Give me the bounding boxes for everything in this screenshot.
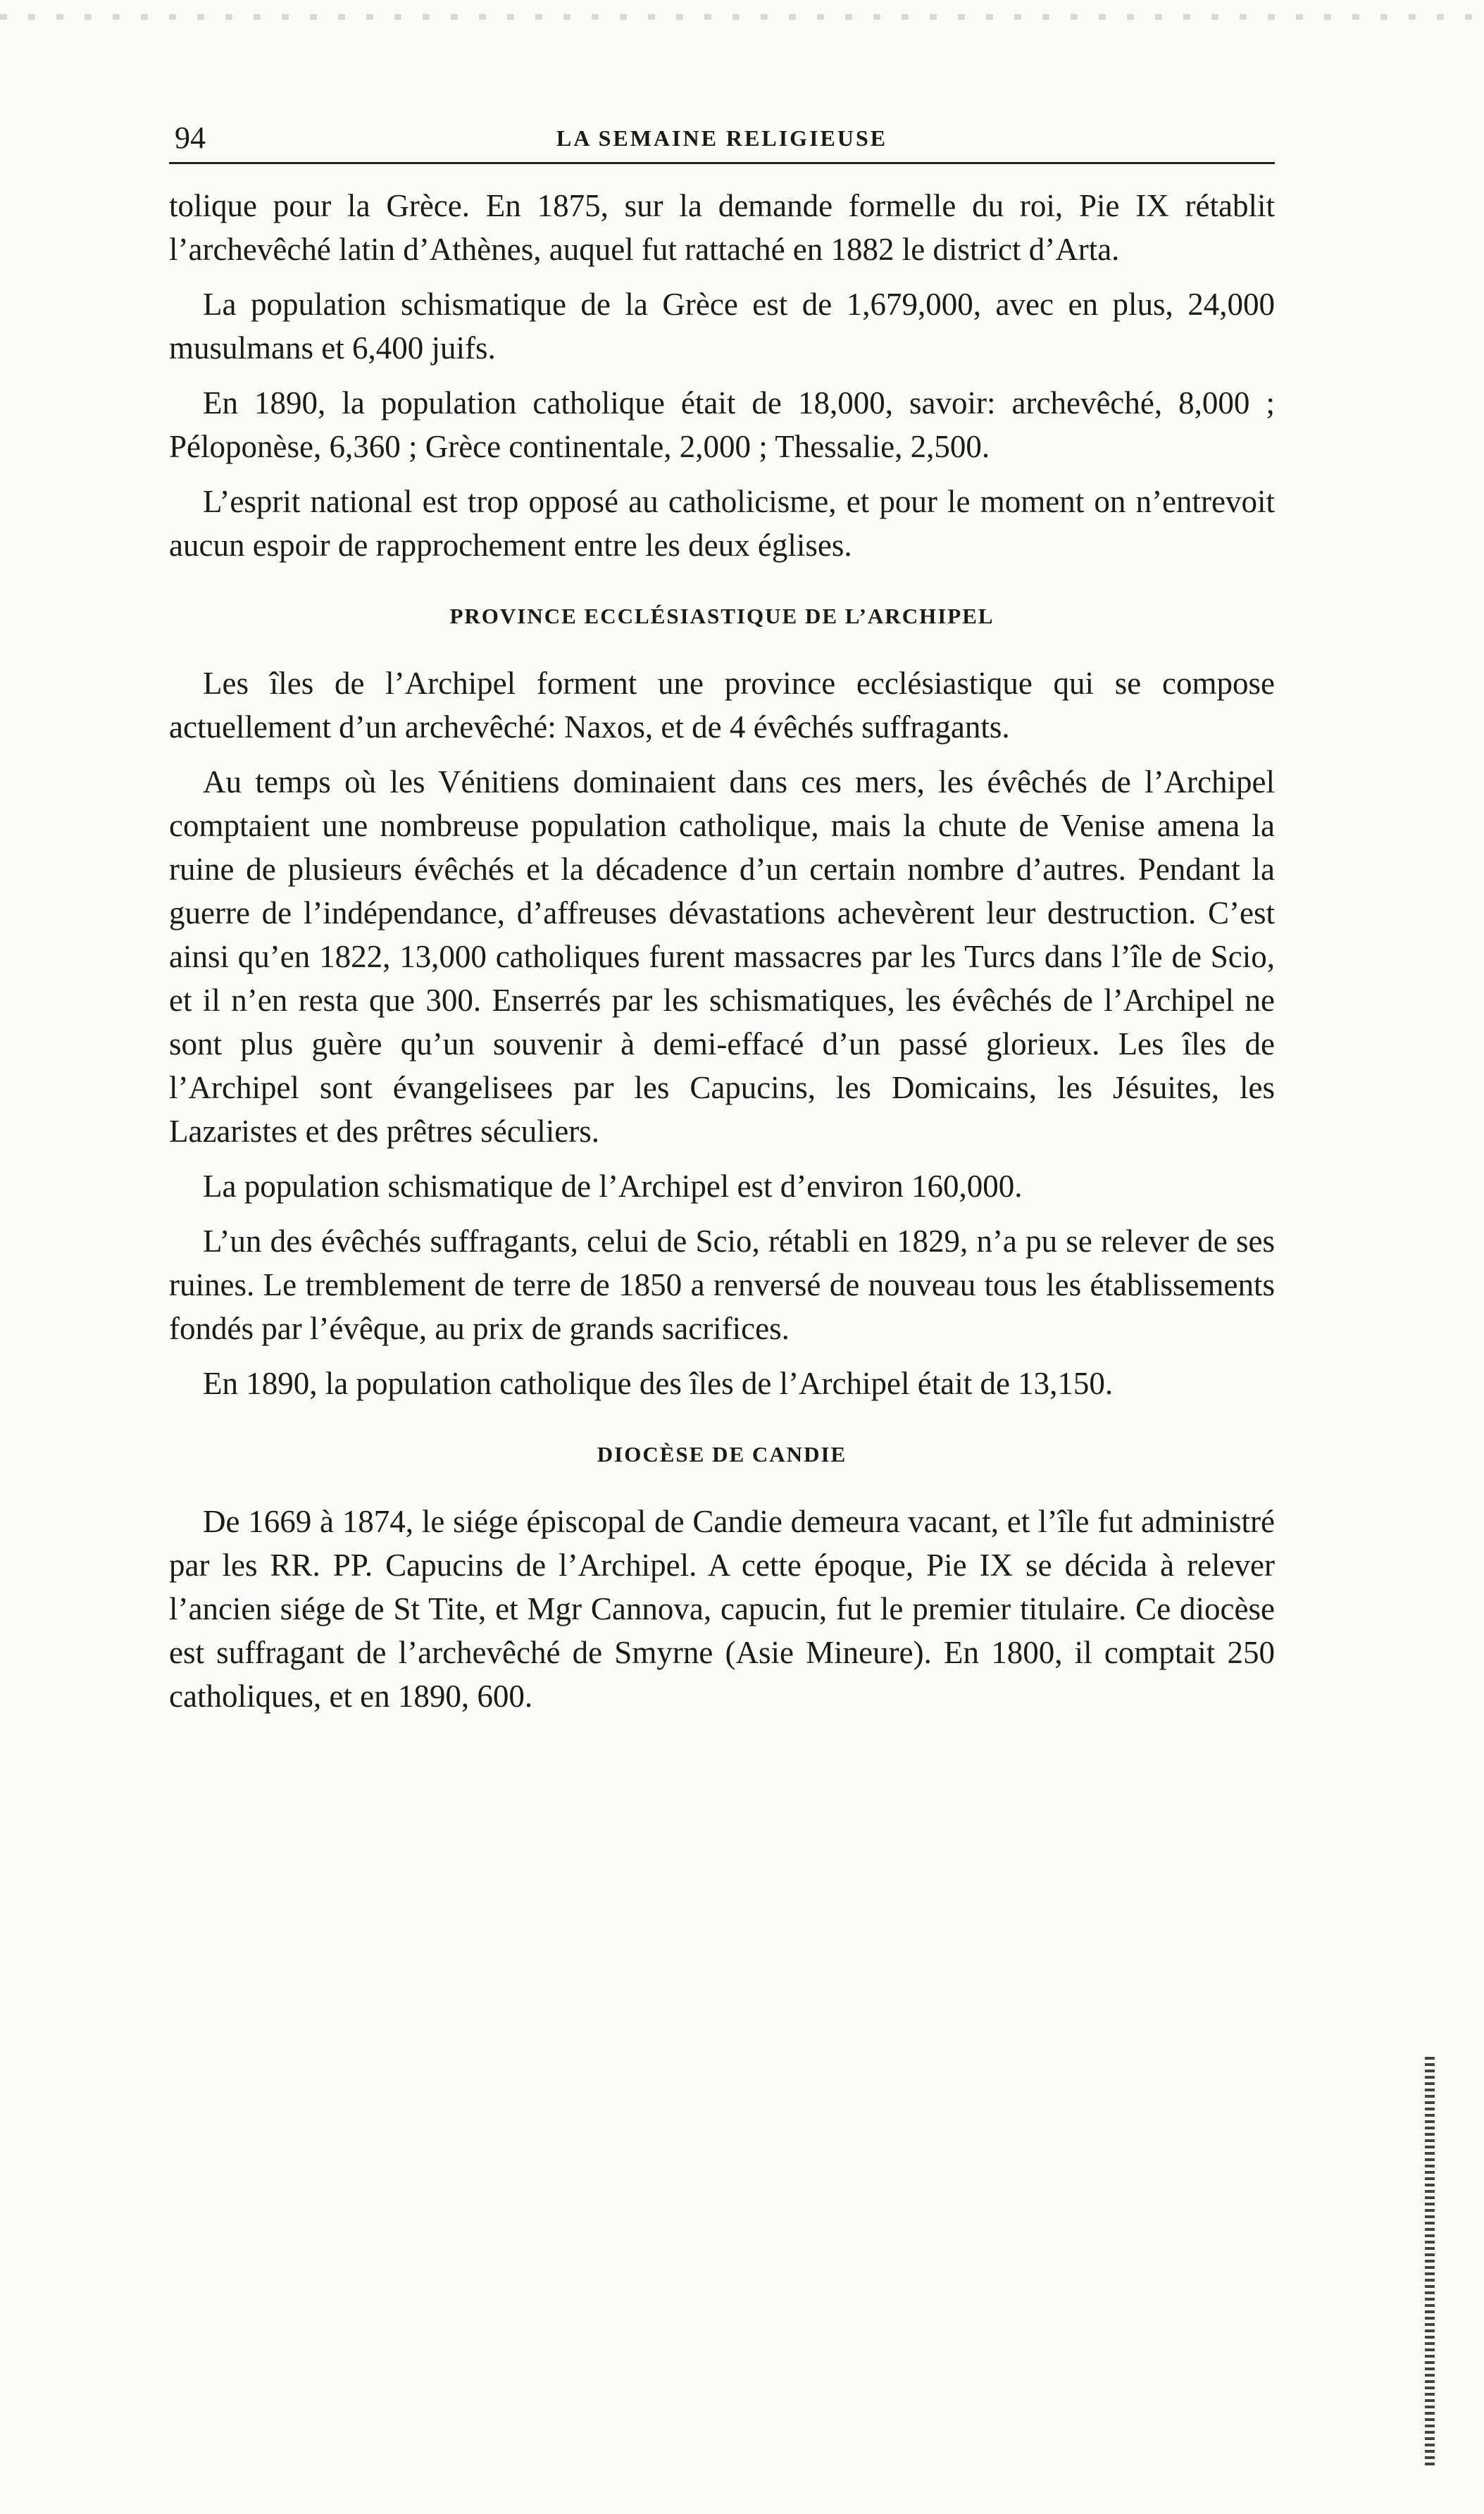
archipel-paragraph-4: L’un des évêchés suffragants, celui de Scio, rétabli en 1829, n’a pu se relever de ses ruines. Le tremblement de terre de 1850 a renversé de nouveau tous les établissements fondés par l’évêque, au prix de grands sacrifices.: [169, 1224, 1275, 1346]
archipel-paragraph-2: Au temps où les Vénitiens dominaient dans ces mers, les évêchés de l’Archipel comptaient une nombreuse population catholique, mais la chute de Venise amena la ruine de plusieurs évêchés et la décadence d’un certain nombre d’autres. Pendant la guerre de l’indépendance, d’affreuses dévastations achevèrent leur destruction. C’est ainsi qu’en 1822, 13,000 catholiques furent massacres par les Turcs dans l’île de Scio, et il n’en resta que 300. Enserrés par les schismatiques, les évêchés de l’Archipel ne sont plus guère qu’un souvenir à demi-effacé d’un passé glorieux. Les îles de l’Archipel sont évangelisees par les Capucins, les Domicains, les Jésuites, les Lazaristes et des prêtres séculiers.: [169, 764, 1275, 1149]
page-number: 94: [175, 120, 206, 155]
greece-paragraph-2: La population schismatique de la Grèce est de 1,679,000, avec en plus, 24,000 musulmans et 6,400 juifs.: [169, 287, 1275, 366]
running-head: [169, 106, 1275, 164]
archipel-paragraph-5: En 1890, la population catholique des îles de l’Archipel était de 13,150.: [203, 1366, 1114, 1401]
binding-edge-marks: [1425, 2057, 1435, 2465]
greece-paragraph-4: L’esprit national est trop opposé au catholicisme, et pour le moment on n’entrevoit aucun espoir de rapprochement entre les deux églises.: [169, 484, 1275, 563]
candie-paragraph-1: De 1669 à 1874, le siége épiscopal de Candie demeura vacant, et l’île fut administré par les RR. PP. Capucins de l’Archipel. A cette époque, Pie IX se décida à relever l’ancien siége de St Tite, et Mgr Cannova, capucin, fut le premier titulaire. Ce diocèse est suffragant de l’archevêché de Smyrne (Asie Mineure). En 1800, il comptait 250 catholiques, et en 1890, 600.: [169, 1504, 1275, 1714]
greece-paragraph-3: En 1890, la population catholique était de 18,000, savoir: archevêché, 8,000 ; Péloponèse, 6,360 ; Grèce continentale, 2,000 ; Thessalie, 2,500.: [169, 385, 1275, 464]
section-title-archipel: PROVINCE ECCLÉSIASTIQUE DE L’ARCHIPEL: [449, 604, 994, 628]
scan-noise: [0, 14, 1484, 20]
document-page: [169, 106, 1275, 1729]
body-text: [169, 184, 1275, 1718]
greece-paragraph-1: tolique pour la Grèce. En 1875, sur la demande formelle du roi, Pie IX rétablit l’archevêché latin d’Athènes, auquel fut rattaché en 1882 le district d’Arta.: [169, 188, 1275, 267]
archipel-paragraph-1: Les îles de l’Archipel forment une province ecclésiastique qui se compose actuellement d’un archevêché: Naxos, et de 4 évêchés suffragants.: [169, 666, 1275, 745]
section-title-candie: DIOCÈSE DE CANDIE: [597, 1442, 847, 1467]
archipel-paragraph-3: La population schismatique de l’Archipel est d’environ 160,000.: [203, 1169, 1023, 1204]
running-title: LA SEMAINE RELIGIEUSE: [556, 125, 888, 151]
